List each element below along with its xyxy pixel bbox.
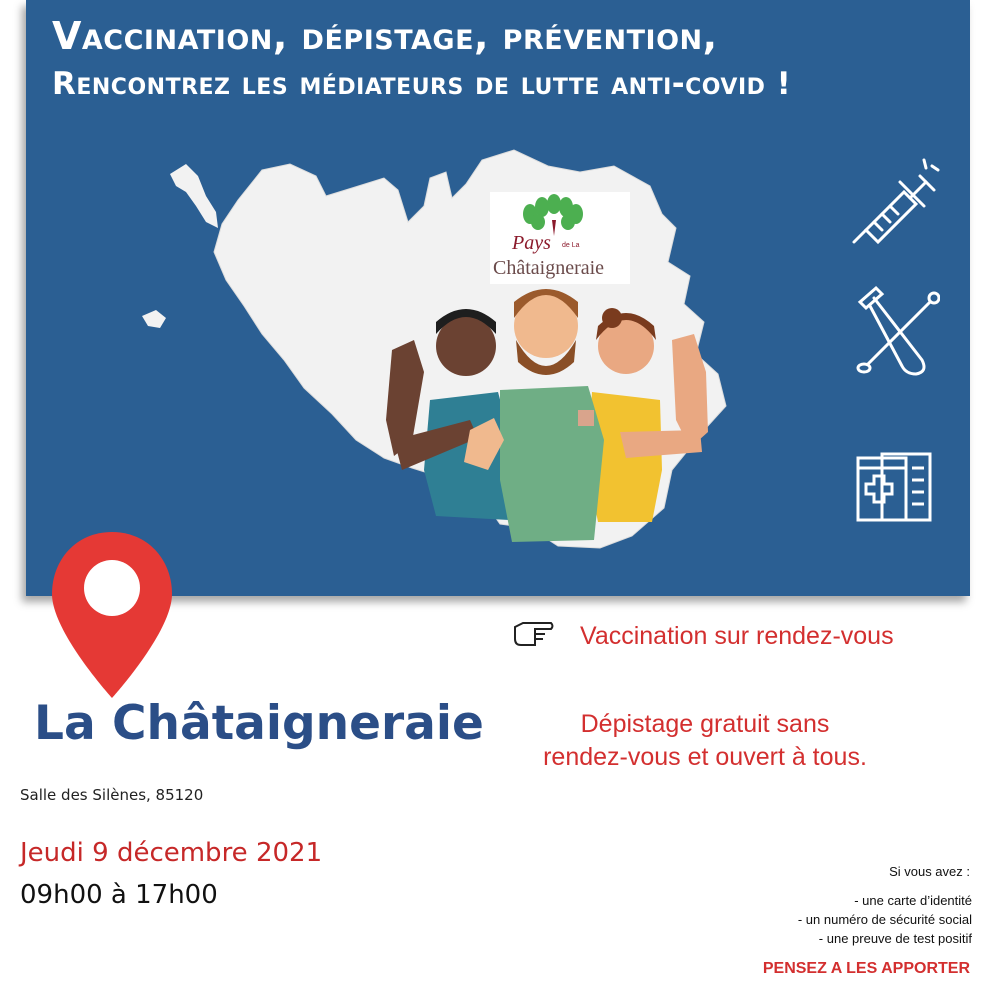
logo-sub-text: de La bbox=[562, 242, 580, 249]
island-noirmoutier bbox=[170, 164, 218, 228]
vaccination-info: Vaccination sur rendez-vous bbox=[580, 622, 894, 650]
test-tube-swab-icon bbox=[850, 282, 940, 378]
place-name: La Châtaigneraie bbox=[34, 696, 484, 751]
logo-pays-text: Pays bbox=[512, 232, 551, 254]
depistage-line1: Dépistage gratuit sans bbox=[580, 710, 830, 738]
island-yeu bbox=[142, 310, 166, 328]
address: Salle des Silènes, 85120 bbox=[20, 786, 204, 804]
depistage-line2: rendez-vous et ouvert à tous. bbox=[543, 743, 867, 771]
banner-title-line2: Rencontrez les médiateurs de lutte anti-covid ! bbox=[52, 66, 792, 102]
banner-title-line1: Vaccination, dépistage, prévention, bbox=[52, 14, 718, 58]
pointing-hand-icon bbox=[511, 617, 555, 651]
requirement-item: - un numéro de sécurité social bbox=[797, 912, 972, 927]
depistage-info bbox=[505, 708, 905, 774]
logo-name-text: Châtaigneraie bbox=[493, 257, 605, 279]
requirements-intro: Si vous avez : bbox=[889, 864, 970, 879]
bring-documents-cta: PENSEZ A LES APPORTER bbox=[762, 960, 970, 977]
event-hours: 09h00 à 17h00 bbox=[20, 880, 218, 910]
event-date: Jeudi 9 décembre 2021 bbox=[20, 838, 323, 868]
person-right bbox=[588, 308, 708, 522]
requirement-item: - une preuve de test positif bbox=[818, 931, 972, 946]
requirement-item: - une carte d’identité bbox=[854, 893, 972, 908]
syringe-icon bbox=[846, 156, 942, 252]
location-pin-icon bbox=[48, 528, 176, 704]
medical-card-icon bbox=[852, 448, 936, 528]
